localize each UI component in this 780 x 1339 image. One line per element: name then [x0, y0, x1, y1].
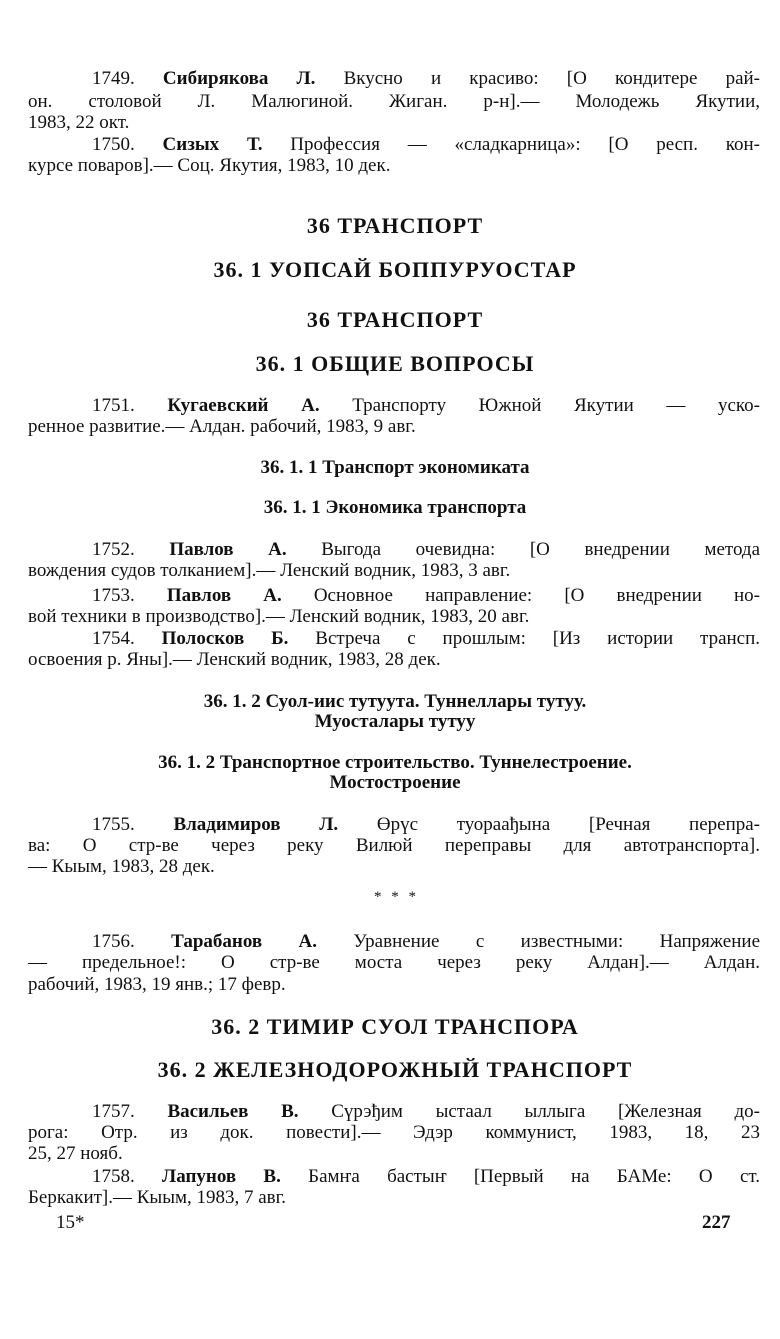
section-heading: 36. 1. 2 Транспортное строительство. Туннелестроение. [158, 752, 632, 773]
entry-author: Полосков Б. [161, 628, 289, 649]
section-heading: 36 ТРАНСПОРТ [306, 213, 484, 238]
page-number: 227 [702, 1212, 731, 1233]
section-heading: Муосталары тутуу [314, 711, 476, 732]
section-heading: Мостостроение [329, 772, 461, 793]
entry-number: 1749. [92, 68, 135, 89]
entry-continuation-line: 25, 27 нояб. [28, 1143, 123, 1164]
entry-text: Бамҥа бастыҥ [Первый на БАМе: О ст. [308, 1166, 760, 1187]
entry-number: 1750. [92, 134, 135, 155]
entry-author: Васильев В. [167, 1101, 299, 1122]
entry-number: 1752. [92, 539, 135, 560]
entry-continuation-line: ренное развитие.— Алдан. рабочий, 1983, 9 авг. [28, 416, 416, 437]
entry-text: Вкусно и красиво: [О кондитере рай- [343, 68, 760, 89]
entry-continuation-line: он. столовой Л. Малюгиной. Жиган. р-н].— Молодежь Якутии, [28, 91, 760, 112]
entry-number: 1757. [92, 1101, 135, 1122]
entry-number: 1751. [92, 395, 135, 416]
entry-first-line [92, 1101, 760, 1122]
entry-continuation-line: Беркакит].— Кыым, 1983, 7 авг. [28, 1187, 287, 1208]
entry-text: Профессия — «сладкарница»: [О респ. кон- [290, 134, 761, 155]
entry-first-line [92, 1166, 760, 1187]
separator: * * * [374, 889, 416, 905]
entry-first-line [92, 628, 760, 649]
section-heading: 36. 2 ЖЕЛЕЗНОДОРОЖНЫЙ ТРАНСПОРТ [157, 1057, 633, 1082]
section-heading: 36. 1 ОБЩИЕ ВОПРОСЫ [255, 351, 535, 376]
entry-first-line [92, 134, 760, 155]
entry-number: 1758. [92, 1166, 135, 1187]
section-heading: 36. 1. 1 Транспорт экономиката [260, 457, 530, 478]
section-heading: 36 ТРАНСПОРТ [306, 307, 484, 332]
entry-author: Лапунов В. [162, 1166, 281, 1187]
entry-continuation-line: рога: Отр. из док. повести].— Эдэр коммунист, 1983, 18, 23 [28, 1122, 760, 1143]
entry-continuation-line: вой техники в производство].— Ленский водник, 1983, 20 авг. [28, 606, 530, 627]
entry-text: Транспорту Южной Якутии — уско- [352, 395, 761, 416]
entry-author: Павлов А. [169, 539, 287, 560]
entry-number: 1755. [92, 814, 135, 835]
entry-continuation-line: ва: О стр-ве через реку Вилюй переправы для автотранспорта]. [28, 835, 760, 856]
entry-text: Встреча с прошлым: [Из истории трансп. [315, 628, 761, 649]
entry-first-line [92, 931, 760, 952]
section-heading: 36. 2 ТИМИР СУОЛ ТРАНСПОРА [211, 1014, 579, 1039]
entry-author: Владимиров Л. [173, 814, 339, 835]
entry-text: Выгода очевидна: [О внедрении метода [321, 539, 761, 560]
entry-continuation-line: 1983, 22 окт. [28, 112, 130, 133]
section-heading: 36. 1 УОПСАЙ БОППУРУОСТАР [213, 257, 577, 282]
entry-continuation-line: вождения судов толканием].— Ленский водник, 1983, 3 авг. [28, 560, 511, 581]
entry-text: Основное направление: [О внедрении но- [313, 585, 761, 606]
entry-first-line [92, 68, 760, 89]
entry-continuation-line: курсе поваров].— Соц. Якутия, 1983, 10 дек. [28, 155, 391, 176]
entry-first-line [92, 585, 760, 606]
entry-number: 1753. [92, 585, 135, 606]
entry-author: Павлов А. [166, 585, 282, 606]
entry-text: Уравнение с известными: Напряжение [353, 931, 760, 952]
entry-first-line [92, 395, 760, 416]
entry-author: Сибирякова Л. [162, 68, 316, 89]
entry-number: 1756. [92, 931, 135, 952]
entry-text: Сүрэђим ыстаал ыллыга [Железная до- [331, 1101, 760, 1122]
entry-continuation-line: рабочий, 1983, 19 янв.; 17 февр. [28, 974, 286, 995]
entry-continuation-line: — предельное!: О стр-ве моста через реку Алдан].— Алдан. [28, 952, 760, 973]
entry-first-line [92, 814, 760, 835]
section-heading: 36. 1. 1 Экономика транспорта [263, 497, 527, 518]
entry-text: Өрүс туораађына [Речная перепра- [376, 814, 761, 835]
entry-continuation-line: — Кыым, 1983, 28 дек. [28, 856, 215, 877]
entry-author: Сизых Т. [162, 134, 263, 155]
entry-number: 1754. [92, 628, 135, 649]
entry-continuation-line: освоения р. Яны].— Ленский водник, 1983, 28 дек. [28, 649, 441, 670]
signature-mark: 15* [56, 1212, 85, 1233]
entry-first-line [92, 539, 760, 560]
entry-author: Тарабанов А. [171, 931, 317, 952]
section-heading: 36. 1. 2 Суол-иис тутуута. Туннеллары тутуу. [203, 691, 587, 712]
entry-author: Кугаевский А. [167, 395, 320, 416]
